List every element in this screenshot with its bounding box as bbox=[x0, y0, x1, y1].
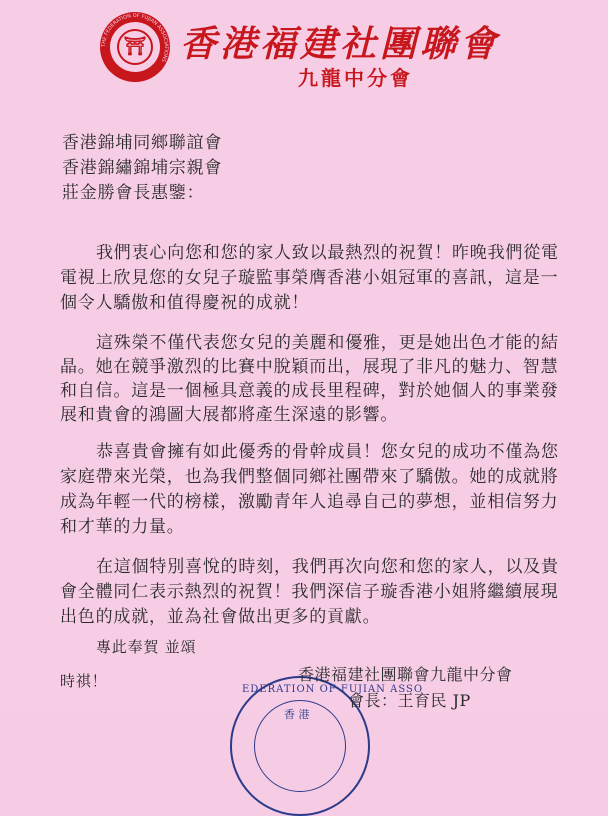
svg-text:THE FEDERATION OF FUJIAN ASSOC bbox=[101, 13, 169, 63]
paragraph-line: 我們衷心向您和您的家人致以最熱烈的祝賀！昨晚我們從電 bbox=[96, 243, 559, 263]
closing-greeting: 時祺！ bbox=[60, 672, 108, 690]
addressee-salutation: 莊金勝會長惠鑒： bbox=[62, 183, 205, 203]
branch-name: 九龍中分會 bbox=[298, 66, 413, 90]
org-logo-emblem bbox=[100, 12, 170, 82]
org-title: 香港福建社團聯會 bbox=[180, 23, 501, 65]
closing-line: 專此奉賀 並頌 bbox=[96, 638, 197, 656]
logo-center-mark: ⛩ bbox=[117, 29, 153, 65]
logo-ring-text-svg bbox=[100, 12, 170, 82]
paragraph-line: 晶。她在競爭激烈的比賽中脫穎而出，展現了非凡的魅力、智慧 bbox=[60, 357, 559, 377]
addressee-line: 香港錦埔同鄉聯誼會 bbox=[62, 133, 223, 153]
seal-center-text: 香 港 bbox=[284, 708, 310, 721]
paragraph-line: 電視上欣見您的女兒子璇監事榮膺香港小姐冠軍的喜訊，這是一 bbox=[60, 268, 559, 288]
paragraph-line: 在這個特別喜悅的時刻，我們再次向您和您的家人，以及貴 bbox=[96, 557, 559, 577]
paragraph-line: 展和貴會的鴻圖大展都將產生深遠的影響。 bbox=[60, 405, 399, 425]
signature-chair: 會長：王育民 JP bbox=[348, 691, 471, 710]
seal-ring-text: EDERATION OF FUJIAN ASSO bbox=[242, 684, 424, 695]
paragraph-line: 這殊榮不僅代表您女兒的美麗和優雅，更是她出色才能的結 bbox=[96, 333, 559, 353]
paragraph-line: 恭喜貴會擁有如此優秀的骨幹成員！您女兒的成功不僅為您 bbox=[96, 442, 559, 462]
paragraph-line: 出色的成就，並為社會做出更多的貢獻。 bbox=[60, 607, 381, 627]
logo-ring-text: THE FEDERATION OF FUJIAN ASSOCIATIONS bbox=[100, 12, 170, 63]
paragraph-line: 和才華的力量。 bbox=[60, 517, 185, 537]
paragraph-line: 和自信。這是一個極具意義的成長里程碑，對於她個人的事業發 bbox=[60, 381, 559, 401]
paragraph-line: 會全體同仁表示熱烈的祝賀！我們深信子璇香港小姐將繼續展現 bbox=[60, 582, 559, 602]
signature-org: 香港福建社團聯會九龍中分會 bbox=[298, 665, 513, 684]
paragraph-line: 家庭帶來光榮，也為我們整個同鄉社團帶來了驕傲。她的成就將 bbox=[60, 467, 559, 487]
paragraph-line: 個令人驕傲和值得慶祝的成就！ bbox=[60, 293, 310, 313]
paragraph-line: 成為年輕一代的榜樣，激勵青年人追尋自己的夢想，並相信努力 bbox=[60, 492, 559, 512]
addressee-line: 香港錦繡錦埔宗親會 bbox=[62, 158, 223, 178]
